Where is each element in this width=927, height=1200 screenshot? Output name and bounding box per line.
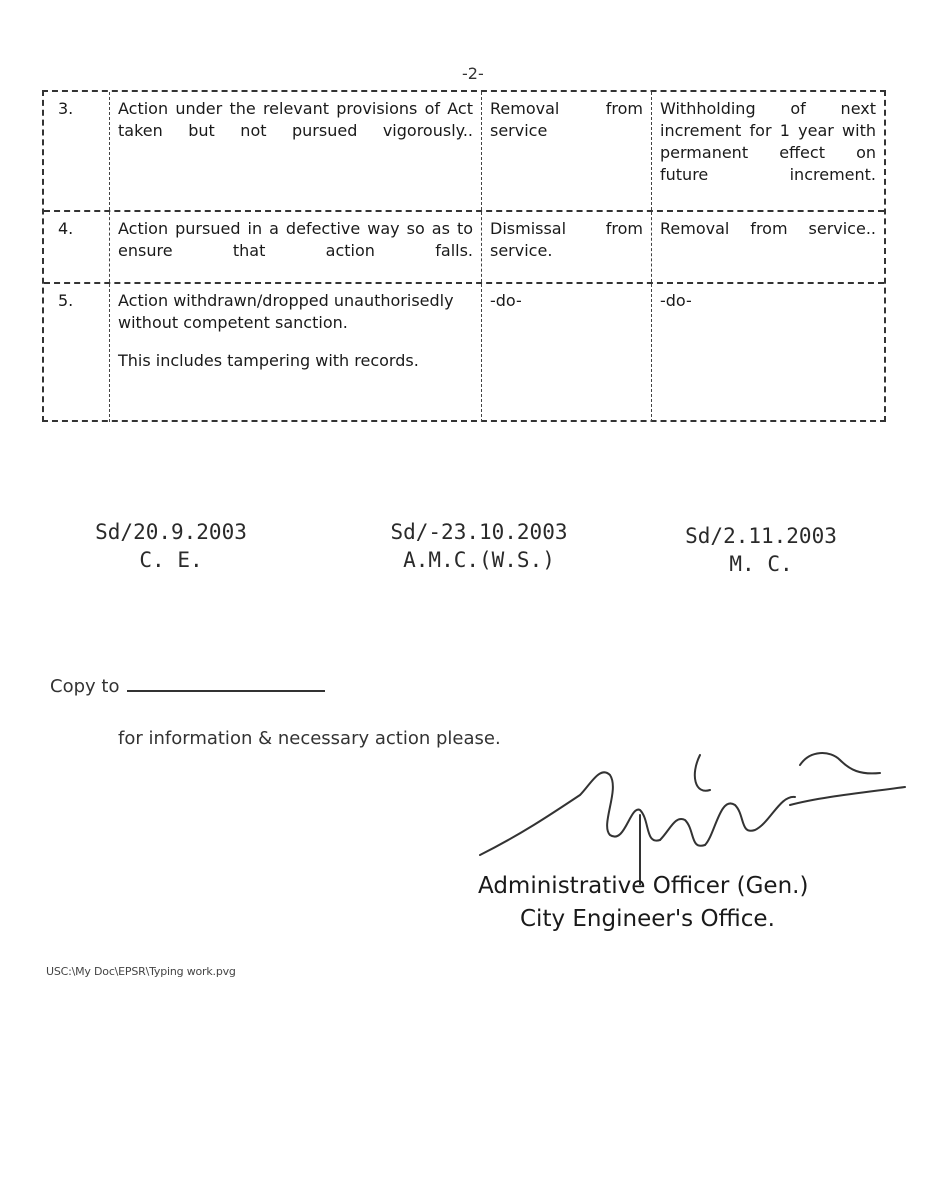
table-row: [44, 92, 884, 212]
officer-office: City Engineer's Office.: [520, 906, 775, 932]
row-description-note: This includes tampering with records.: [118, 351, 419, 370]
signature-designation: C. E.: [139, 548, 203, 572]
file-path: USC:\My Doc\EPSR\Typing work.pvg: [46, 965, 236, 978]
row-number: 4.: [44, 212, 110, 282]
penalty-one: Dismissal from service.: [482, 212, 652, 282]
signature-designation: A.M.C.(W.S.): [403, 548, 555, 572]
signature-date: Sd/20.9.2003: [95, 520, 247, 544]
signature-designation: M. C.: [729, 552, 793, 576]
penalty-one: Removal from service: [482, 92, 652, 210]
row-description: Action pursued in a defective way so as to ensure that action falls.: [110, 212, 482, 282]
row-number: 5.: [44, 284, 110, 422]
copy-to-line: [50, 676, 325, 697]
row-description: Action withdrawn/dropped unauthorisedly without competent sanction. This includes tampering with records.: [110, 284, 482, 422]
copy-to-label: Copy to: [50, 676, 120, 697]
penalty-table: [42, 90, 886, 422]
signature-amc: [384, 518, 574, 574]
row-number: 3.: [44, 92, 110, 210]
handwritten-signature: [460, 735, 910, 885]
row-description: Action under the relevant provisions of Act taken but not pursued vigorously..: [110, 92, 482, 210]
table-row: [44, 284, 884, 422]
penalty-two: -do-: [660, 291, 692, 310]
signature-date: Sd/-23.10.2003: [390, 520, 568, 544]
penalty-two: Removal from service..: [660, 219, 876, 238]
signature-date: Sd/2.11.2003: [685, 524, 837, 548]
penalty-one: -do-: [482, 284, 652, 422]
copy-to-blank: [127, 676, 325, 692]
table-row: [44, 212, 884, 284]
officer-block: [478, 870, 808, 936]
penalty-two: Withholding of next increment for 1 year with permanent effect on future increment.: [660, 99, 876, 184]
page-number: -2-: [462, 64, 484, 83]
for-information-line: for information & necessary action please.: [118, 728, 501, 749]
officer-title: Administrative Officer (Gen.): [478, 873, 809, 899]
signature-ce: [86, 518, 256, 574]
signature-mc: [676, 522, 846, 578]
